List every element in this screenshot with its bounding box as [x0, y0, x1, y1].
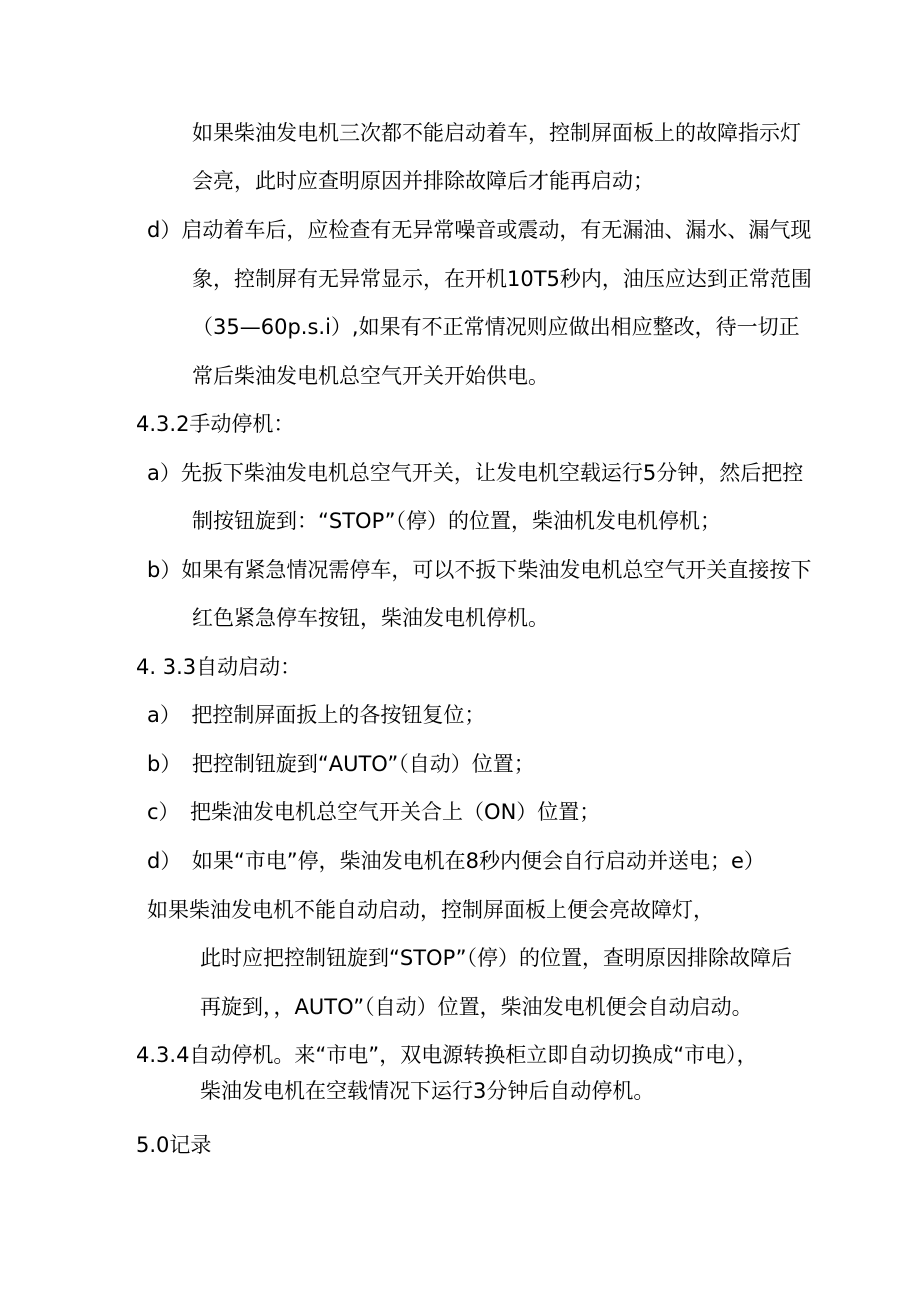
- item-d-line-2: 象，控制屏有无异常显示，在开机10T5秒内，油压应达到正常范围: [192, 267, 812, 291]
- paragraph-line-1: 如果柴油发电机三次都不能启动着车，控制屏面板上的故障指示灯: [192, 121, 801, 145]
- item-d-line-3: （35—60p.s.i）,如果有不正常情况则应做出相应整改，待一切正: [192, 315, 800, 339]
- auto-item-a: a） 把控制屏面扳上的各按钮复位；: [147, 703, 486, 727]
- auto-item-d: d） 如果“市电”停，柴油发电机在8秒内便会自行启动并送电；e）: [147, 849, 765, 873]
- item-d-line-4: 常后柴油发电机总空气开关开始供电。: [192, 364, 549, 388]
- item-a-line-2: 制按钮旋到：“STOP”（停）的位置，柴油机发电机停机；: [192, 509, 721, 533]
- auto-item-b: b） 把控制钮旋到“AUTO”（自动）位置；: [147, 752, 535, 776]
- item-b-line-2: 红色紧急停车按钮，柴油发电机停机。: [192, 606, 549, 630]
- item-a-line-1: a）先扳下柴油发电机总空气开关，让发电机空载运行5分钟，然后把控: [147, 461, 804, 485]
- auto-item-e-line-3: 再旋到，，AUTO”（自动）位置，柴油发电机便会自动启动。: [200, 995, 753, 1019]
- item-b-line-1: b）如果有紧急情况需停车，可以不扳下柴油发电机总空气开关直接按下: [147, 558, 812, 582]
- item-d-line-1: d）启动着车后，应检查有无异常噪音或震动，有无漏油、漏水、漏气现: [147, 218, 812, 242]
- section-heading-4-3-2: 4.3.2手动停机：: [136, 412, 295, 436]
- auto-item-c: c） 把柴油发电机总空气开关合上（ON）位置；: [147, 800, 601, 824]
- section-heading-5-0: 5.0记录: [136, 1133, 212, 1157]
- section-4-3-4-line-2: 柴油发电机在空载情况下运行3分钟后自动停机。: [200, 1079, 655, 1103]
- paragraph-line-2: 会亮，此时应查明原因并排除故障后才能再启动；: [192, 169, 654, 193]
- section-heading-4-3-4: 4.3.4自动停机。来“市电”，双电源转换柜立即自动切换成“市电），: [136, 1043, 758, 1067]
- auto-item-e-line-2: 此时应把控制钮旋到“STOP”（停）的位置，查明原因排除故障后: [200, 946, 792, 970]
- section-heading-4-3-3: 4. 3.3自动启动：: [136, 655, 302, 679]
- auto-item-e-line-1: 如果柴油发电机不能自动启动，控制屏面板上便会亮故障灯，: [147, 898, 714, 922]
